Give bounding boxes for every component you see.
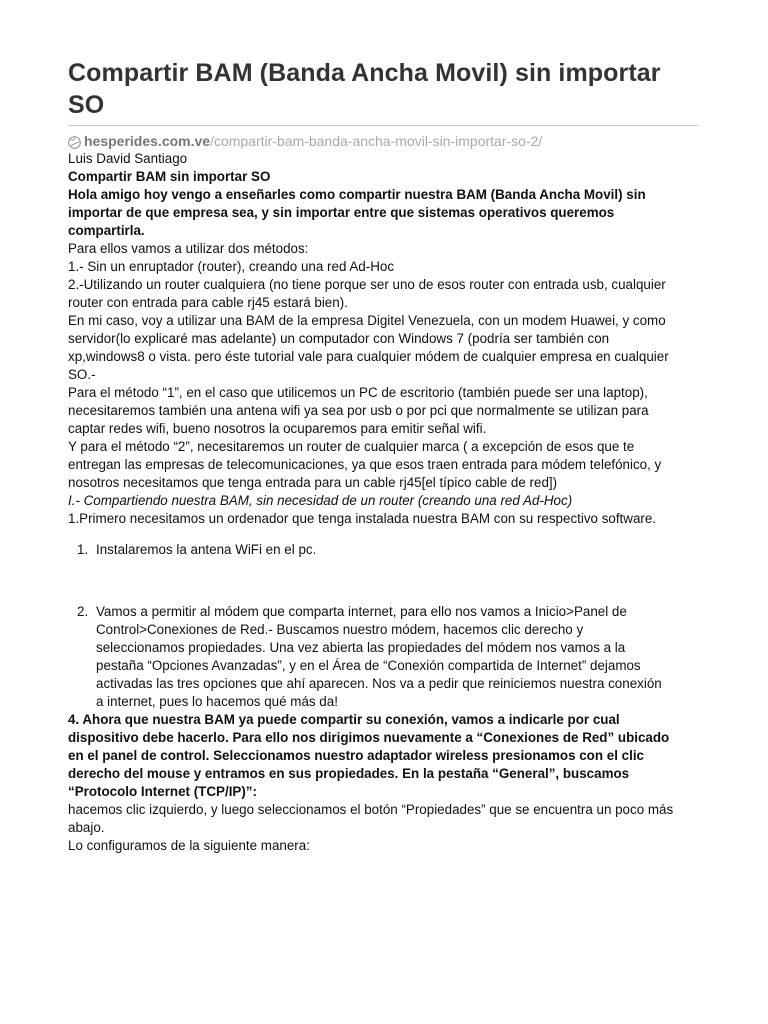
text-line: derecho del mouse y entramos en sus propiedades. En la pestaña “General”, buscamos [68, 766, 630, 781]
text-line: nosotros necesitamos que tenga entrada para un cable rj45[el típico cable de red]) [68, 475, 558, 490]
text-line: Y para el método “2”, necesitaremos un router de cualquier marca ( a excepción de esos que te [68, 439, 635, 454]
text-line: Lo configuramos de la siguiente manera: [68, 838, 310, 853]
list-item [68, 541, 698, 559]
text-line: compartirla. [68, 223, 145, 238]
text-line: servidor(lo explicaré mas adelante) un computador con Windows 7 (podría ser también con [68, 331, 610, 346]
article-title: Compartir BAM (Banda Ancha Movil) sin importar SO [68, 59, 661, 119]
text-line: necesitaremos también una antena wifi ya sea por usb o por pci que normalmente se utilizan para [68, 403, 649, 418]
step-four-paragraph [68, 711, 698, 801]
title-divider [68, 125, 698, 126]
text-line: abajo. [68, 820, 105, 835]
text-line: Control>Conexiones de Red.- Buscamos nuestro módem, hacemos clic derecho y [96, 622, 584, 637]
intro-paragraph [68, 186, 698, 240]
source-domain-link[interactable]: hesperides.com.ve [84, 133, 211, 149]
text-line: 2.-Utilizando un router cualquiera (no tiene porque ser uno de esos router con entrada usb, cualquier [68, 277, 666, 292]
text-line: importar de que empresa sea, y sin importar entre que sistemas operativos queremos [68, 205, 615, 220]
text-line: dispositivo debe hacerlo. Para ello nos dirigimos nuevamente a “Conexiones de Red” ubicado [68, 730, 670, 745]
text-line: hacemos clic izquierdo, y luego seleccionamos el botón “Propiedades” que se encuentra un poco más [68, 802, 674, 817]
text-line: En mi caso, voy a utilizar una BAM de la empresa Digitel Venezuela, con un modem Huawei, y como [68, 313, 666, 328]
text-line: Instalaremos la antena WiFi en el pc. [96, 542, 317, 557]
text-line: seleccionamos propiedades. Una vez abierta las propiedades del módem nos vamos a la [96, 640, 626, 655]
text-line: Vamos a permitir al módem que comparta internet, para ello nos vamos a Inicio>Panel de [96, 604, 627, 619]
text-line: activadas las tres opciones que ahí aparecen. Nos va a pedir que reiniciemos nuestra conexión [96, 676, 662, 691]
text-line: entregan las empresas de telecomunicaciones, ya que esos traen entrada para módem telefónico, y [68, 457, 662, 472]
text-line: en el panel de control. Seleccionamos nuestro adaptador wireless presionamos con el clic [68, 748, 644, 763]
section-heading: I.- Compartiendo nuestra BAM, sin necesidad de un router (creando una red Ad-Hoc) [68, 493, 573, 508]
text-line: Para ellos vamos a utilizar dos métodos: [68, 241, 309, 256]
text-line: xp,windows8 o vista. pero éste tutorial vale para cualquier módem de cualquier empresa en cualquier [68, 349, 669, 364]
text-line: pestaña “Opciones Avanzadas”, y en el Área de “Conexión compartida de Internet” dejamos [96, 658, 641, 673]
text-line: router con entrada para cable rj45 estará bien). [68, 295, 348, 310]
text-line: Para el método “1”, en el caso que utilicemos un PC de escritorio (también puede ser una laptop), [68, 385, 648, 400]
case-paragraph [68, 312, 698, 384]
method-details-paragraph [68, 384, 698, 492]
text-line: 4. Ahora que nuestra BAM ya puede compartir su conexión, vamos a indicarle por cual [68, 712, 620, 727]
list-number: 2. [77, 604, 89, 619]
list-item [68, 603, 698, 711]
text-line: captar redes wifi, bueno nosotros la ocuparemos para emitir señal wifi. [68, 421, 487, 436]
text-line: a internet, pues lo hacemos qué más da! [96, 694, 338, 709]
text-line: Hola amigo hoy vengo a enseñarles como compartir nuestra BAM (Banda Ancha Movil) sin [68, 187, 646, 202]
text-line: 1.- Sin un enruptador (router), creando una red Ad-Hoc [68, 259, 395, 274]
author-name: Luis David Santiago [68, 151, 188, 166]
methods-paragraph [68, 240, 698, 312]
source-line [68, 132, 698, 150]
article-subtitle: Compartir BAM sin importar SO [68, 169, 271, 184]
first-step: 1.Primero necesitamos un ordenador que tenga instalada nuestra BAM con su respectivo software. [68, 511, 657, 526]
text-line: SO.- [68, 367, 96, 382]
closing-paragraph [68, 801, 698, 855]
text-line: “Protocolo Internet (TCP/IP)”: [68, 784, 257, 799]
steps-list [68, 541, 698, 711]
source-path-link[interactable]: /compartir-bam-banda-ancha-movil-sin-importar-so-2/ [210, 133, 543, 149]
globe-icon [68, 135, 81, 148]
list-number: 1. [77, 542, 89, 557]
article-body [68, 150, 698, 855]
